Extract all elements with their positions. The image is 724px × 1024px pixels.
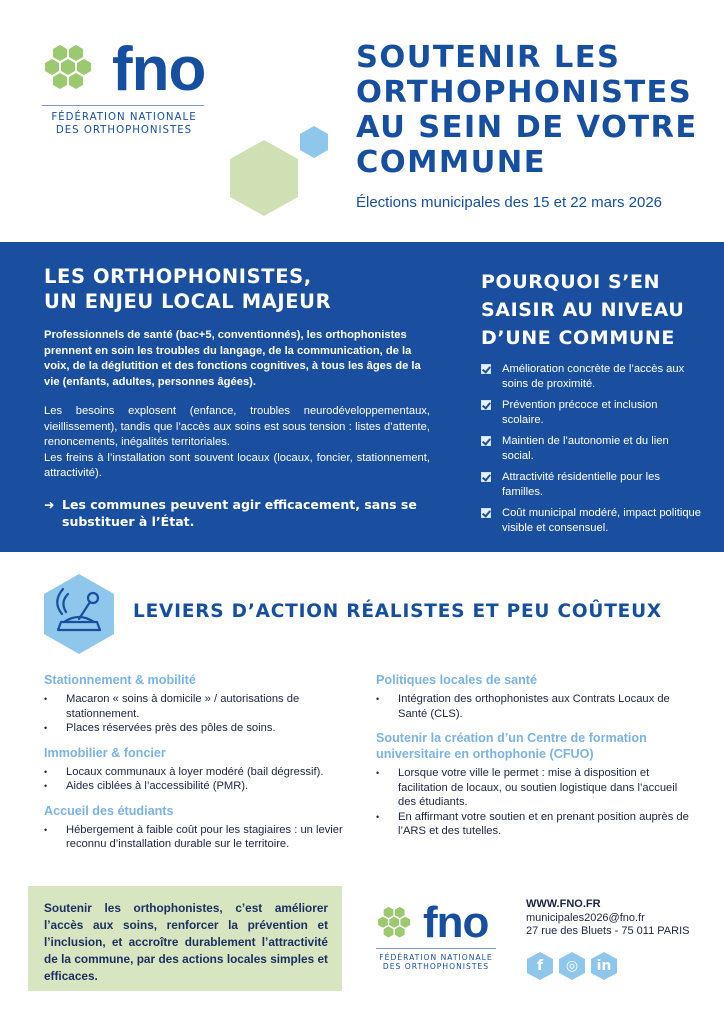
lever-group-cfuo (376, 730, 696, 839)
heading-line: POURQUOI S’EN (481, 271, 661, 293)
barriers-paragraph: Les freins à l’installation sont souvent locaux (locaux, foncier, stationnement, attractivité). (44, 451, 430, 479)
facebook-glyph: f (536, 958, 544, 974)
title-line: ORTHOPHONISTES (356, 75, 693, 110)
lever-heading: Stationnement & mobilité (44, 673, 196, 687)
bullet-icon: • (44, 766, 48, 777)
reason-text: Maintien de l’autonomie et du lien social. (502, 435, 669, 462)
why-commune-column (481, 268, 701, 542)
list-item (481, 398, 701, 428)
intro-paragraph: Professionnels de santé (bac+5, conventionnés), les orthophonistes prennent en soin les troubles du langage, de la communication, de la voix, de la déglutition et des fonctions cognitives, à tous les âges de la vie (enfants, adultes, personnes âgées). (44, 329, 421, 388)
decorative-green-hexagon (228, 138, 300, 218)
reason-text: Amélioration concrète de l’accès aux soins de proximité. (502, 363, 685, 390)
federation-line-2: DES ORTHOPHONISTES (55, 124, 193, 136)
reason-text: Attractivité résidentielle pour les familles. (502, 471, 660, 498)
logo-federation-name (374, 953, 498, 972)
instagram-glyph: ◎ (565, 958, 579, 974)
levers-right-column (376, 672, 696, 848)
lever-item-text: Aides ciblées à l’accessibilité (PMR). (66, 780, 249, 792)
lever-item-text: Intégration des orthophonistes aux Contrats Locaux de Santé (CLS). (398, 693, 670, 720)
linkedin-icon[interactable] (590, 951, 618, 981)
list-item (376, 810, 696, 839)
reasons-list (481, 362, 701, 536)
lever-items (44, 692, 362, 736)
logo-federation-name (42, 112, 206, 138)
website-link[interactable]: WWW.FNO.FR (526, 898, 601, 910)
list-item (44, 823, 362, 852)
lever-heading: Politiques locales de santé (376, 673, 537, 687)
instagram-icon[interactable] (558, 951, 586, 981)
conclusion-text: Soutenir les orthophonistes, c’est améliorer l’accès aux soins, renforcer la prévention et l’inclusion, et accroître durablement l’attractivité de la commune, par des actions locales simples et efficaces. (44, 901, 328, 983)
list-item (44, 692, 362, 721)
local-stakes-heading (44, 264, 430, 314)
key-message-text: Les communes peuvent agir efficacement, sans se substituer à l’État. (62, 496, 417, 529)
contact-block (526, 898, 716, 939)
key-message (44, 496, 430, 530)
joystick-icon (42, 572, 116, 656)
bullet-icon: • (44, 781, 48, 791)
page-title (356, 40, 716, 180)
heading-line: SAISIR AU NIVEAU (481, 299, 685, 321)
postal-address: 27 rue des Bluets - 75 011 PARIS (526, 925, 690, 937)
list-item (481, 506, 701, 536)
needs-paragraph: Les besoins explosent (enfance, troubles neurodéveloppementaux, vieillissement), tandis que l’accès aux soins est sous tension : listes d’attente, renoncements, inégalités territoriales. (44, 405, 430, 448)
reason-text: Prévention précoce et inclusion scolaire. (502, 399, 658, 426)
checkbox-icon (481, 436, 491, 446)
list-item (376, 766, 696, 810)
why-commune-heading (481, 268, 701, 352)
lever-group-health-policy (376, 672, 696, 721)
local-stakes-column (44, 264, 430, 530)
federation-line-2: DES ORTHOPHONISTES (382, 962, 490, 972)
lever-items (376, 766, 696, 839)
checkbox-icon (481, 400, 491, 410)
email-link[interactable]: municipales2026@fno.fr (526, 911, 645, 924)
reason-text: Coût municipal modéré, impact politique visible et consensuel. (502, 507, 701, 534)
lever-group-real-estate (44, 745, 362, 794)
bullet-icon: • (376, 811, 380, 822)
list-item (44, 765, 362, 780)
lever-item-text: Macaron « soins à domicile » / autorisations de stationnement. (66, 693, 300, 720)
lever-item-text: Places réservées près des pôles de soins. (66, 722, 276, 734)
lever-items (44, 765, 362, 794)
conclusion-box (28, 886, 342, 991)
linkedin-glyph: in (596, 958, 612, 974)
list-item (44, 779, 362, 794)
lever-items (44, 823, 362, 852)
checkbox-icon (481, 508, 491, 518)
facebook-icon[interactable] (526, 951, 554, 981)
lever-item-text: Hébergement à faible coût pour les stagiaires : un levier reconnu d’installation durable sur le territoire. (66, 823, 343, 850)
lever-group-students (44, 803, 362, 852)
bullet-icon: • (376, 694, 380, 704)
bullet-icon: • (376, 768, 380, 778)
list-item (481, 470, 701, 500)
lever-heading: Immobilier & foncier (44, 745, 166, 760)
title-line: AU SEIN DE VOTRE (356, 110, 698, 145)
logo-divider (42, 105, 204, 106)
logo-divider (376, 948, 496, 949)
levers-left-column (44, 672, 362, 861)
lever-group-parking (44, 672, 362, 736)
list-item (481, 434, 701, 464)
logo-wordmark: fno (112, 35, 206, 104)
title-line: SOUTENIR LES (356, 40, 621, 75)
lever-heading: Soutenir la création d’un Centre de formation universitaire en orthophonie (CFUO) (376, 731, 647, 761)
heading-line: LES ORTHOPHONISTES, (44, 265, 312, 288)
federation-line-1: FÉDÉRATION NATIONALE (379, 953, 493, 962)
lever-item-text: En affirmant votre soutien et en prenant position auprès de l’ARS et des tutelles. (398, 810, 689, 837)
levers-heading: LEVIERS D’ACTION RÉALISTES ET PEU COÛTEUX (133, 601, 662, 622)
federation-line-1: FÉDÉRATION NATIONALE (51, 112, 197, 123)
fno-logo (42, 35, 212, 140)
arrow-right-icon: ➜ (44, 496, 55, 512)
title-line: COMMUNE (356, 145, 546, 180)
heading-line: D’UNE COMMUNE (481, 327, 675, 349)
lever-items (376, 692, 696, 721)
heading-line: UN ENJEU LOCAL MAJEUR (44, 290, 332, 313)
hexagon-cluster-icon (376, 904, 422, 946)
bullet-icon: • (44, 694, 48, 704)
context-text (44, 404, 430, 482)
checkbox-icon (481, 364, 491, 374)
footer-fno-logo (376, 898, 496, 982)
bullet-icon: • (44, 824, 48, 835)
page-subtitle: Élections municipales des 15 et 22 mars 2026 (356, 194, 663, 211)
lever-item-text: Lorsque votre ville le permet : mise à disposition et facilitation de locaux, ou soutien logistique dans l’accueil des étudiants. (398, 767, 678, 808)
list-item (44, 721, 362, 736)
list-item (376, 692, 696, 721)
lever-heading: Accueil des étudiants (44, 803, 174, 818)
bullet-icon: • (44, 723, 48, 733)
decorative-blue-hexagon (298, 125, 330, 159)
checkbox-icon (481, 472, 491, 482)
social-links (526, 951, 618, 981)
list-item (481, 362, 701, 392)
lever-item-text: Locaux communaux à loyer modéré (bail dégressif). (66, 765, 324, 778)
hexagon-cluster-icon (42, 42, 108, 100)
logo-wordmark: fno (423, 898, 489, 947)
key-issues-band (0, 242, 724, 552)
